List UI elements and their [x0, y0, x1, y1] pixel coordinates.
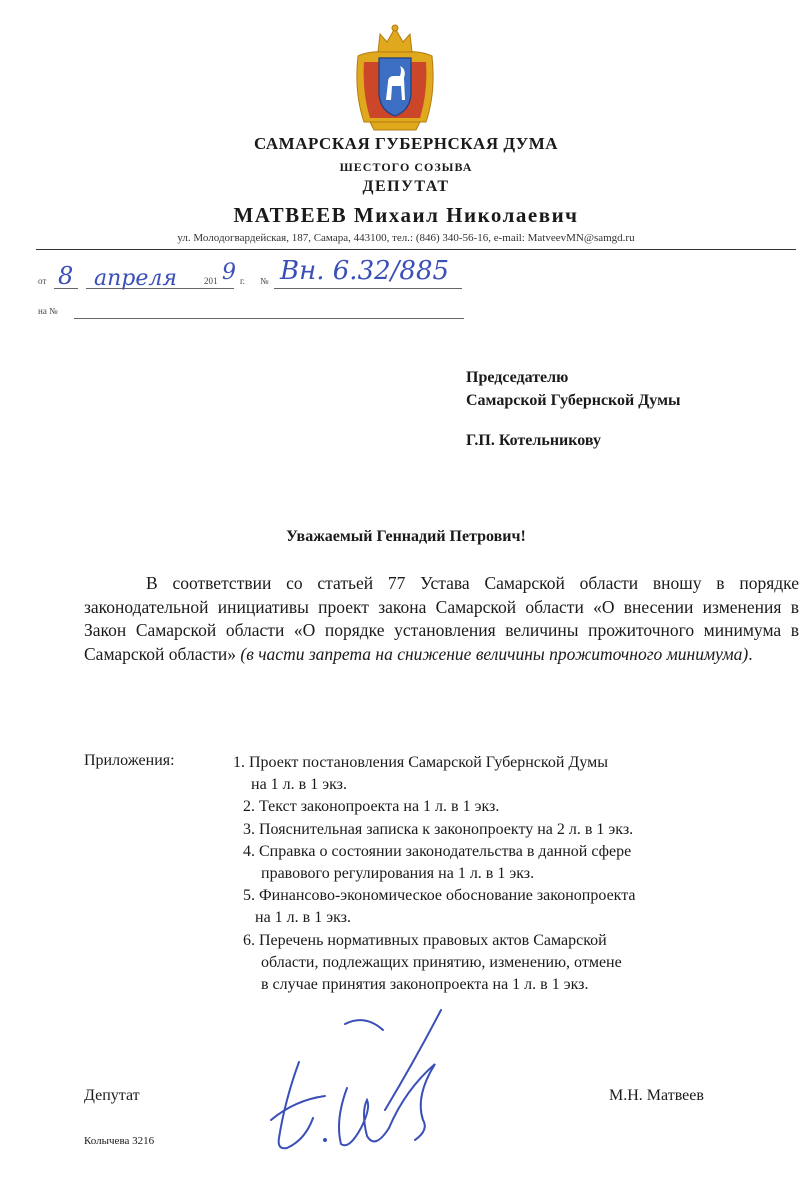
coat-of-arms-emblem — [350, 22, 440, 134]
number-label: № — [260, 276, 269, 286]
year-suffix-label: г. — [240, 276, 245, 286]
from-label: от — [38, 276, 47, 286]
attachment-item: на 1 л. в 1 экз. — [251, 776, 347, 794]
header-divider — [36, 249, 796, 250]
addressee-position: Председателю — [466, 369, 569, 386]
contact-line: ул. Молодогвардейская, 187, Самара, 443100, тел.: (846) 340-56-16, e-mail: MatveevMN@samgd.ru — [177, 232, 635, 244]
year-prefix: 201 — [204, 276, 218, 286]
attachment-item: 2. Текст законопроекта на 1 л. в 1 экз. — [243, 798, 500, 816]
handwritten-signature — [265, 1000, 445, 1170]
body-period: . — [748, 643, 753, 664]
attachment-item: области, подлежащих принятию, изменению, отмене — [261, 953, 622, 971]
attachments-list — [233, 752, 793, 996]
attachment-item: в случае принятия законопроекта на 1 л. в 1 экз. — [261, 976, 589, 994]
letter-body — [84, 572, 799, 666]
addressee-organization: Самарской Губернской Думы — [466, 392, 681, 409]
attachment-item: 1. Проект постановления Самарской Губернской Думы — [233, 754, 608, 771]
deputy-title: ДЕПУТАТ — [362, 178, 450, 195]
attachments-label: Приложения: — [84, 752, 175, 769]
attachment-item: 4. Справка о состоянии законодательства в данной сфере — [243, 842, 632, 860]
number-underline — [274, 288, 462, 289]
reply-to-label: на № — [38, 306, 58, 316]
handwritten-outgoing-number: Вн. 6.32/885 — [280, 256, 450, 286]
reply-to-row — [38, 306, 478, 322]
reply-to-underline — [74, 318, 464, 319]
deputy-name: МАТВЕЕВ Михаил Николаевич — [233, 203, 579, 227]
attachment-item: на 1 л. в 1 экз. — [255, 909, 351, 927]
handwritten-year-digit: 9 — [222, 260, 236, 285]
executor-note: Колычева 3216 — [84, 1135, 155, 1147]
organization-title: САМАРСКАЯ ГУБЕРНСКАЯ ДУМА — [253, 134, 559, 153]
body-italic-note: (в части запрета на снижение величины прожиточного минимума) — [240, 643, 749, 664]
attachment-item: 6. Перечень нормативных правовых актов Самарской — [243, 931, 607, 949]
addressee-block — [466, 366, 796, 412]
attachment-item: 3. Пояснительная записка к законопроекту на 2 л. в 1 экз. — [243, 820, 634, 838]
signer-role: Депутат — [84, 1087, 140, 1104]
convocation-label: ШЕСТОГО СОЗЫВА — [339, 160, 473, 174]
handwritten-day: 8 — [58, 262, 74, 290]
registration-row — [38, 256, 478, 294]
salutation: Уважаемый Геннадий Петрович! — [286, 528, 526, 545]
attachment-item: правового регулирования на 1 л. в 1 экз. — [261, 865, 535, 883]
attachment-item: 5. Финансово-экономическое обоснование законопроекта — [243, 887, 636, 905]
addressee-name: Г.П. Котельникову — [466, 432, 601, 449]
handwritten-month: апреля — [94, 266, 177, 291]
body-main-text: В соответствии со статьей 77 Устава Самарской области вношу в порядке законодательной инициативы проект закона Самарской области «О внесении изменения в Закон Самарской области «О порядке установления величины прожиточного минимума в Самарской области» — [84, 573, 799, 664]
signer-name: М.Н. Матвеев — [609, 1087, 704, 1104]
